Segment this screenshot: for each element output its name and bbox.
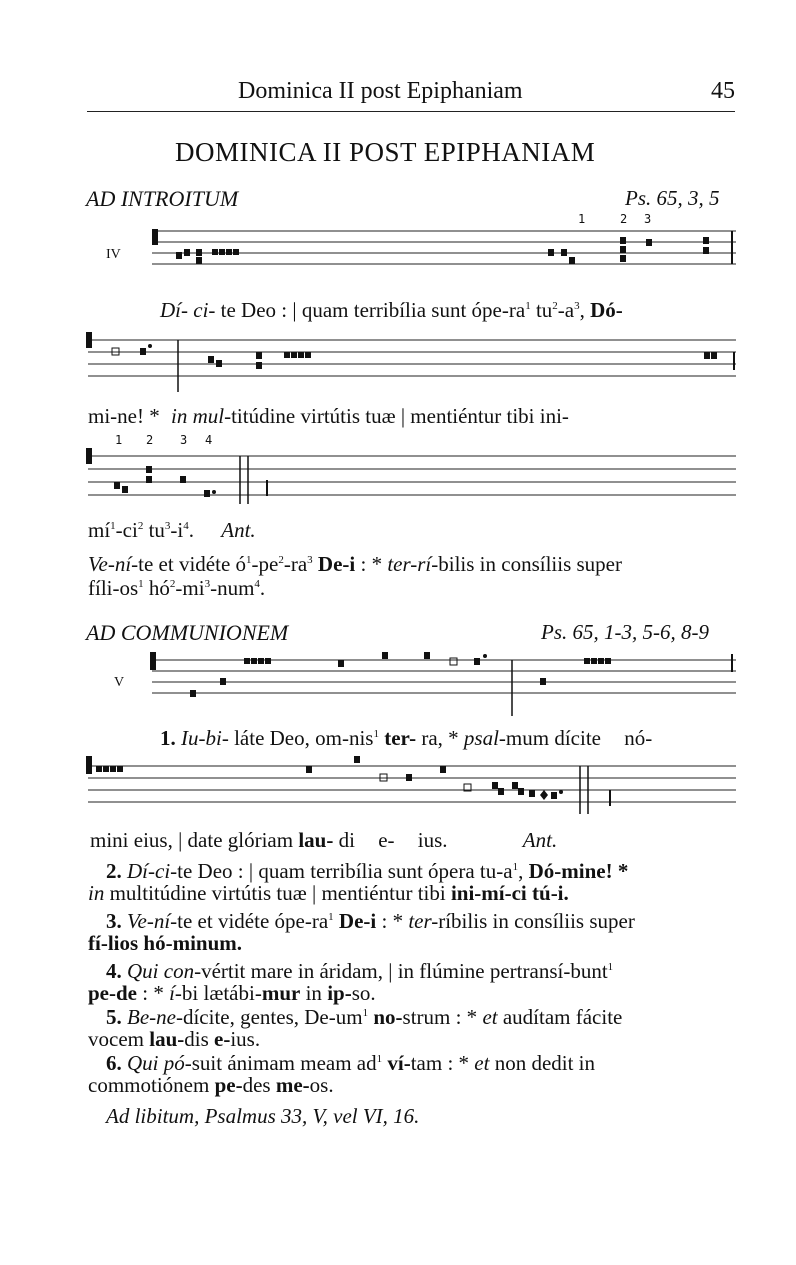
lyric-text: os. — [309, 1073, 334, 1097]
lyric-accent: me- — [275, 1073, 310, 1097]
lyric-text: tam : * — [410, 1051, 470, 1075]
lyric-syllable: et — [474, 1051, 490, 1075]
lyric-syllable: psal- — [463, 726, 506, 750]
lyric-line — [88, 404, 569, 429]
lyric-accent: De-i — [338, 909, 377, 933]
page-number: 45 — [711, 78, 735, 104]
antiphon-mark: Ant. — [522, 828, 558, 852]
superscript: 1 — [525, 300, 531, 312]
superscript: 1 — [246, 554, 252, 566]
chant-staff-2 — [84, 330, 738, 392]
superscript: 3 — [307, 554, 313, 566]
antiphon-mark: Ant. — [221, 518, 256, 542]
lyric-text: ius. — [230, 1027, 261, 1051]
lyric-text: mini eius, | date glóriam — [90, 828, 294, 852]
lyric-text: -pe — [251, 552, 279, 576]
lyric-text: . — [188, 518, 194, 542]
syllable-mark-4: 4 — [205, 433, 213, 447]
lyric-text: , — [518, 859, 529, 883]
lyric-line — [90, 828, 557, 853]
superscript: 2 — [169, 578, 176, 590]
lyric-text: -mi — [175, 576, 205, 600]
chant-staff-1 — [148, 225, 738, 275]
lyric-syllable: ter-rí- — [387, 552, 439, 576]
syllable-mark-1: 1 — [115, 433, 123, 447]
psalm-verse — [88, 860, 628, 904]
lyric-text: : * — [376, 909, 404, 933]
superscript: 1 — [376, 1053, 383, 1065]
syllable-mark-3: 3 — [644, 212, 652, 226]
superscript: 1 — [607, 961, 614, 973]
lyric-text: te Deo : | quam terribília sunt ópe-ra — [215, 298, 526, 322]
lyric-text: tu — [530, 298, 553, 322]
lyric-syllable: Qui — [127, 1051, 159, 1075]
lyric-text: audítam fácite — [497, 1005, 623, 1029]
superscript: 4 — [254, 578, 260, 590]
page-title: DOMINICA II POST EPIPHANIAM — [175, 137, 596, 167]
syllable-mark-3: 3 — [180, 433, 188, 447]
superscript: 3 — [164, 520, 171, 532]
lyric-text: mum dícite — [505, 726, 601, 750]
lyric-syllable: í- — [169, 981, 182, 1005]
superscript: 1 — [373, 728, 379, 740]
lyric-text: hó — [143, 576, 170, 600]
verse-number: 3. — [106, 909, 122, 933]
lyric-accent: e- — [214, 1027, 231, 1051]
superscript: 3 — [574, 300, 580, 312]
lyric-text: : * — [137, 981, 164, 1005]
lyric-accent: De-i — [312, 552, 356, 576]
lyric-syllable: Be-ne- — [127, 1005, 183, 1029]
lyric-accent: pe-de — [88, 981, 137, 1005]
lyric-accent: lau- — [149, 1027, 185, 1051]
communion-reference: Ps. 65, 1-3, 5-6, 8-9 — [541, 620, 709, 644]
lyric-accent: fí-lios hó-minum. — [88, 931, 243, 955]
superscript: 2 — [278, 554, 284, 566]
lyric-text: non dedit in — [489, 1051, 596, 1075]
lyric-text: mí — [88, 518, 111, 542]
lyric-accent: Dó- — [590, 298, 623, 322]
lyric-text: nó- — [624, 726, 653, 750]
psalm-verse — [88, 1006, 622, 1050]
lyric-text: strum : * — [402, 1005, 478, 1029]
syllable-mark-2: 2 — [620, 212, 628, 226]
lyric-text: . — [259, 576, 266, 600]
lyric-text: des — [242, 1073, 271, 1097]
lyric-text: e- — [378, 828, 395, 852]
psalm-verse — [88, 1052, 595, 1096]
lyric-syllable: in — [88, 881, 105, 905]
lyric-accent: ví- — [387, 1051, 411, 1075]
lyric-syllable: Dí- — [160, 298, 188, 322]
lyric-text: te Deo : | quam terribília sunt ópera tu-a — [177, 859, 513, 883]
lyric-syllable: con- — [163, 959, 202, 983]
psalm-verse — [88, 552, 622, 600]
chant-staff-4 — [148, 650, 738, 720]
lyric-accent: no- — [373, 1005, 403, 1029]
lyric-syllable: mul- — [192, 404, 232, 428]
verse-number: 5. — [106, 1005, 122, 1029]
lyric-syllable: Ve-ní- — [127, 909, 178, 933]
lyric-text: te et vidéte ópe-ra — [177, 909, 329, 933]
superscript: 1 — [138, 578, 144, 590]
syllable-mark-2: 2 — [146, 433, 154, 447]
lyric-line — [160, 298, 623, 323]
superscript: 1 — [110, 520, 116, 532]
verse-number: 1. — [160, 726, 176, 750]
lyric-syllable: Iu-bi- — [181, 726, 229, 750]
superscript: 2 — [137, 520, 144, 532]
superscript: 3 — [204, 578, 211, 590]
introit-heading: AD INTROITUM — [86, 186, 239, 211]
lyric-text: commotiónem — [88, 1073, 210, 1097]
lyric-text: -a — [557, 298, 575, 322]
verse-number: 6. — [106, 1051, 122, 1075]
lyric-accent: ini-mí-ci tú-i. — [450, 881, 569, 905]
lyric-accent: pe- — [214, 1073, 243, 1097]
verse-number: 2. — [106, 859, 122, 883]
lyric-text: ini- — [539, 404, 569, 428]
psalm-verse — [88, 910, 635, 954]
lyric-text: titúdine virtútis tuæ | mentiéntur tibi — [231, 404, 535, 428]
lyric-text: bi lætábi- — [181, 981, 262, 1005]
lyric-line — [88, 518, 256, 543]
superscript: 4 — [183, 520, 189, 532]
lyric-accent: ip- — [327, 981, 352, 1005]
communion-heading: AD COMMUNIONEM — [86, 620, 289, 645]
lyric-accent: mur — [261, 981, 301, 1005]
lyric-syllable: et — [482, 1005, 498, 1029]
lyric-accent: Dó-mine! * — [528, 859, 629, 883]
lyric-text: in — [170, 404, 188, 428]
mode-label: IV — [106, 247, 121, 262]
running-title: Dominica II post Epiphaniam — [238, 78, 523, 104]
lyric-text: so. — [351, 981, 376, 1005]
lyric-text: , — [579, 298, 585, 322]
lyric-accent: ter- — [378, 726, 417, 750]
chant-staff-3 — [84, 446, 738, 508]
lyric-text: -i — [170, 518, 184, 542]
lyric-text: mi-ne! * — [88, 404, 160, 428]
lyric-text: -ci — [115, 518, 138, 542]
lyric-text: -ra — [283, 552, 308, 576]
lyric-text: -num — [210, 576, 255, 600]
lyric-syllable: ci- — [193, 298, 216, 322]
superscript: 1 — [362, 1007, 369, 1019]
syllable-mark-1: 1 — [578, 212, 586, 226]
lyric-syllable: Dí-ci- — [127, 859, 178, 883]
lyric-text: in — [300, 981, 322, 1005]
lyric-text: di — [333, 828, 355, 852]
mode-label: V — [114, 675, 125, 690]
lyric-syllable: Ve-ní- — [88, 552, 139, 576]
superscript: 1 — [512, 861, 519, 873]
verse-number: 4. — [106, 959, 122, 983]
lyric-text: suit ánimam meam ad — [191, 1051, 377, 1075]
lyric-text: fíli-os — [88, 576, 139, 600]
lyric-text: dícite, gentes, De-um — [182, 1005, 363, 1029]
lyric-syllable: pó- — [163, 1051, 192, 1075]
header-rule — [87, 111, 735, 112]
lyric-text: dis — [184, 1027, 209, 1051]
lyric-text: te et vidéte ó — [138, 552, 247, 576]
psalm-verse — [88, 960, 613, 1004]
superscript: 1 — [328, 911, 334, 923]
chant-staff-5 — [84, 752, 738, 814]
ad-libitum-note: Ad libitum, Psalmus 33, V, vel VI, 16. — [106, 1104, 420, 1128]
lyric-line — [160, 726, 652, 751]
lyric-text: ríbilis in consíliis super — [438, 909, 635, 933]
lyric-text: vocem — [88, 1027, 144, 1051]
lyric-accent: lau- — [298, 828, 334, 852]
lyric-text: ra, * — [416, 726, 459, 750]
lyric-text: ius. — [417, 828, 448, 852]
lyric-text: multitúdine virtútis tuæ | mentiéntur tibi — [104, 881, 451, 905]
lyric-syllable: Qui — [127, 959, 159, 983]
lyric-text: tu — [143, 518, 165, 542]
lyric-text: : * — [355, 552, 383, 576]
lyric-syllable: ter- — [408, 909, 439, 933]
lyric-text: vértit mare in áridam, | in flúmine pertransí-bunt — [201, 959, 608, 983]
introit-reference: Ps. 65, 3, 5 — [625, 186, 720, 210]
lyric-text: láte Deo, om-nis — [228, 726, 374, 750]
superscript: 2 — [552, 300, 558, 312]
lyric-text: bilis in consíliis super — [438, 552, 622, 576]
